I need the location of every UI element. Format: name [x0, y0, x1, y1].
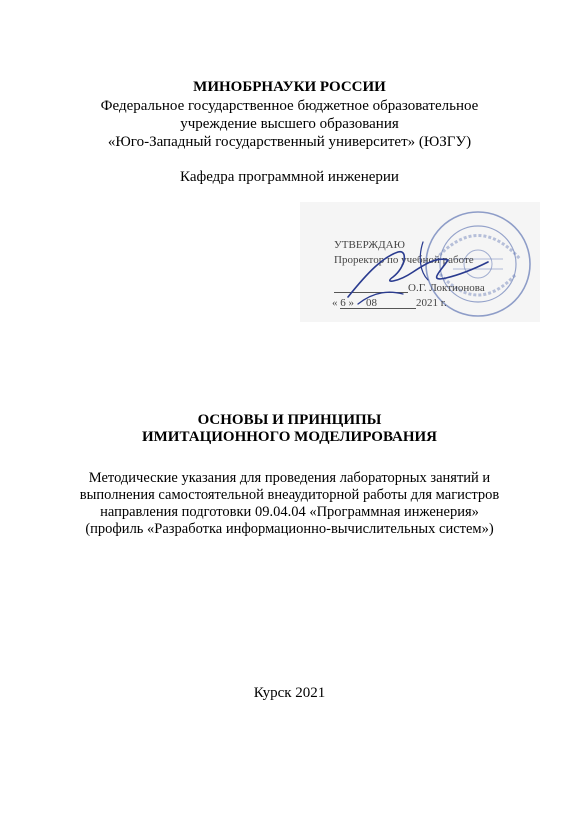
approval-block [300, 202, 540, 322]
approver-name: О.Г. Локтионова [408, 282, 485, 294]
description-line: выполнения самостоятельной внеаудиторной работы для магистров [79, 487, 500, 503]
city-year: Курск 2021 [253, 685, 326, 701]
ministry-heading: МИНОБРНАУКИ РОССИИ [193, 79, 386, 95]
approval-year: 2021 г. [416, 297, 447, 309]
document-title [0, 412, 579, 446]
institution-name [0, 97, 579, 151]
handwritten-signature-image [328, 232, 518, 322]
document-description [0, 470, 579, 538]
approval-day: « 6 » [332, 297, 354, 309]
institution-line: Федеральное государственное бюджетное образовательное [100, 98, 479, 114]
institution-line: «Юго-Западный государственный университет» (ЮЗГУ) [107, 134, 472, 150]
approval-position: Проректор по учебной работе [334, 254, 474, 266]
institution-line: учреждение высшего образования [180, 116, 399, 132]
title-line: ОСНОВЫ И ПРИНЦИПЫ [197, 412, 382, 428]
title-line: ИМИТАЦИОННОГО МОДЕЛИРОВАНИЯ [141, 429, 438, 445]
department-name: Кафедра программной инженерии [180, 169, 399, 185]
description-line: Методические указания для проведения лабораторных занятий и [88, 470, 491, 486]
approval-month: 08 [366, 297, 377, 309]
description-line: направления подготовки 09.04.04 «Программная инженерия» [100, 504, 479, 520]
description-line: (профиль «Разработка информационно-вычислительных систем») [85, 521, 494, 537]
approval-label: УТВЕРЖДАЮ [334, 239, 405, 251]
